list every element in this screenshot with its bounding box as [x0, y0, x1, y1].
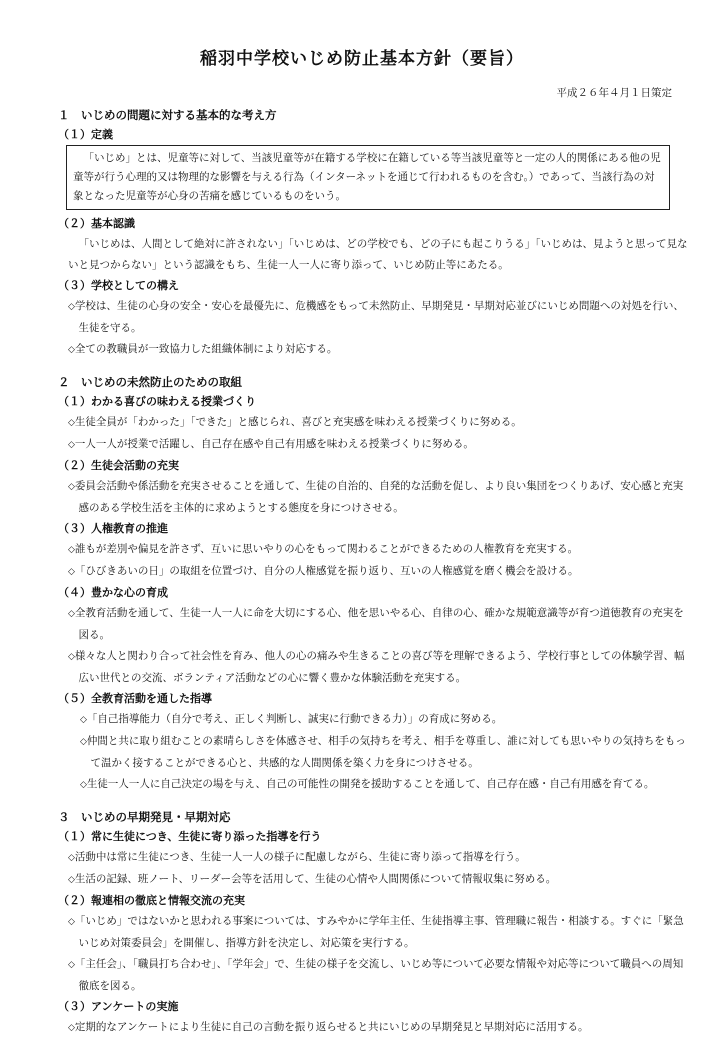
- list-item: ◇様々な人と関わり合って社会性を育み、他人の心の痛みや生きることの喜び等を理解できるよう、学校行事としての体験学習、幅広い世代との交流、ボランティア活動などの心に響く豊かな体験活動を充実する。: [68, 650, 685, 684]
- policy-date: 平成２６年４月１日策定: [556, 87, 672, 99]
- list-item: ◇生活の記録、班ノート、リーダー会等を活用して、生徒の心情や人間関係について情報収集に努める。: [68, 873, 557, 885]
- basic-recognition-text: 「いじめは、人間として絶対に許されない」「いじめは、どの学校でも、どの子にも起こりうる」「いじめは、見ようと思って見ないと見つからない」という認識をもち、生徒一人一人に寄り添って、いじめ防止等にあたる。: [68, 238, 688, 271]
- diamond-bullet-icon: ◇: [68, 960, 75, 970]
- document-title: 稲羽中学校いじめ防止基本方針（要旨）: [200, 49, 524, 69]
- list-item: ◇生徒全員が「わかった」「できた」と感じられ、喜びと充実感を味わえる授業づくりに努める。: [68, 416, 522, 428]
- section-1-2-heading: （２）基本認識: [58, 217, 135, 230]
- diamond-bullet-icon: ◇: [68, 302, 75, 312]
- list-item: ◇「主任会」、「職員打ち合わせ」、「学年会」で、生徒の様子を交流し、いじめ等について必要な情報や対応等について職員への周知徹底を図る。: [68, 958, 684, 992]
- section-2-5-heading: （５）全教育活動を通した指導: [58, 692, 212, 705]
- diamond-bullet-icon: ◇: [68, 545, 75, 555]
- diamond-bullet-icon: ◇: [68, 440, 75, 450]
- list-item: ◇委員会活動や係活動を充実させることを通して、生徒の自治的、自発的な活動を促し、より良い集団をつくりあげ、安心感と充実感のある学校生活を主体的に求めようとする態度を身につけさせる。: [68, 480, 684, 514]
- list-item: ◇学校は、生徒の心身の安全・安心を最優先に、危機感をもって未然防止、早期発見・早期対応並びにいじめ問題への対処を行い、生徒を守る。: [68, 300, 684, 334]
- list-item: ◇全ての教職員が一致協力した組織体制により対応する。: [68, 343, 338, 355]
- diamond-bullet-icon: ◇: [68, 1023, 75, 1033]
- diamond-bullet-icon: ◇: [80, 737, 87, 747]
- list-item: ◇仲間と共に取り組むことの素晴らしさを体感させ、相手の気持ちを考え、相手を尊重し、誰に対しても思いやりの気持ちをもって温かく接することができる心と、共感的な人間関係を築く力を身につけさせる。: [80, 735, 686, 769]
- list-item: ◇「自己指導能力（自分で考え、正しく判断し、誠実に行動できる力）」の育成に努める。: [80, 713, 503, 725]
- section-1-heading: １ いじめの問題に対する基本的な考え方: [58, 108, 277, 122]
- diamond-bullet-icon: ◇: [68, 567, 75, 577]
- list-item: ◇「いじめ」ではないかと思われる事案については、すみやかに学年主任、生徒指導主事、管理職に報告・相談する。すぐに「緊急いじめ対策委員会」を開催し、指導方針を決定し、対応策を実行する。: [68, 915, 684, 949]
- section-1-3-heading: （３）学校としての構え: [58, 279, 179, 292]
- section-1-1-heading: （１）定義: [58, 128, 113, 141]
- section-3-2-heading: （２）報連相の徹底と情報交流の充実: [58, 894, 245, 907]
- section-3-1-heading: （１）常に生徒につき、生徒に寄り添った指導を行う: [58, 830, 322, 843]
- list-item: ◇全教育活動を通して、生徒一人一人に命を大切にする心、他を思いやる心、自律の心、確かな規範意識等が育つ道徳教育の充実を図る。: [68, 607, 684, 641]
- section-3-3-heading: （３）アンケートの実施: [58, 1000, 179, 1013]
- diamond-bullet-icon: ◇: [68, 345, 75, 355]
- diamond-bullet-icon: ◇: [68, 853, 75, 863]
- diamond-bullet-icon: ◇: [68, 875, 75, 885]
- diamond-bullet-icon: ◇: [68, 609, 75, 619]
- list-item: ◇「ひびきあいの日」の取組を位置づけ、自分の人権感覚を振り返り、互いの人権感覚を磨く機会を設ける。: [68, 565, 579, 577]
- diamond-bullet-icon: ◇: [80, 780, 87, 790]
- list-item: ◇誰もが差別や偏見を許さず、互いに思いやりの心をもって関わることができるための人権教育を充実する。: [68, 543, 579, 555]
- diamond-bullet-icon: ◇: [68, 652, 75, 662]
- definition-box: 「いじめ」とは、児童等に対して、当該児童等が在籍する学校に在籍している等当該児童等と一定の人的関係にある他の児童等が行う心理的又は物理的な影響を与える行為（インターネットを通じて行われるものを含む。）であって、当該行為の対象となった児童等が心身の苦痛を感じているものをいう。: [66, 145, 670, 210]
- document-body: [58, 106, 688, 1039]
- section-2-1-heading: （１）わかる喜びの味わえる授業づくり: [58, 395, 256, 408]
- diamond-bullet-icon: ◇: [80, 715, 87, 725]
- diamond-bullet-icon: ◇: [68, 482, 75, 492]
- list-item: ◇定期的なアンケートにより生徒に自己の言動を振り返らせると共にいじめの早期発見と早期対応に活用する。: [68, 1021, 589, 1033]
- list-item: ◇生徒一人一人に自己決定の場を与え、自己の可能性の開発を援助することを通して、自己存在感・自己有用感を育てる。: [80, 778, 655, 790]
- section-2-heading: ２ いじめの未然防止のための取組: [58, 375, 242, 389]
- section-2-2-heading: （２）生徒会活動の充実: [58, 459, 179, 472]
- section-3-heading: ３ いじめの早期発見・早期対応: [58, 810, 231, 824]
- list-item: ◇一人一人が授業で活躍し、自己存在感や自己有用感を味わえる授業づくりに努める。: [68, 438, 474, 450]
- section-2-4-heading: （４）豊かな心の育成: [58, 586, 168, 599]
- diamond-bullet-icon: ◇: [68, 917, 75, 927]
- section-2-3-heading: （３）人権教育の推進: [58, 522, 168, 535]
- diamond-bullet-icon: ◇: [68, 418, 75, 428]
- list-item: ◇活動中は常に生徒につき、生徒一人一人の様子に配慮しながら、生徒に寄り添って指導を行う。: [68, 851, 526, 863]
